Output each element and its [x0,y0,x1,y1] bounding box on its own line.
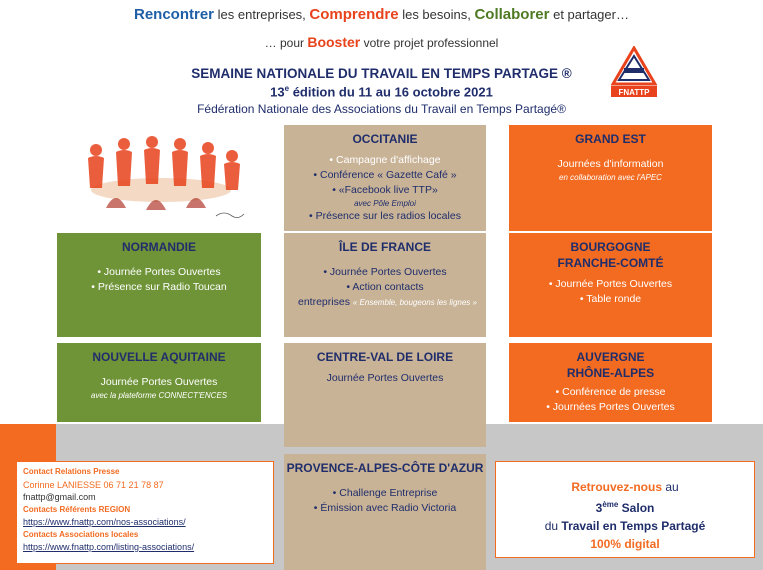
region-auvergne-rhone-alpes [509,343,712,422]
region-title: PROVENCE-ALPES-CÔTE D'AZUR [286,461,484,475]
salon-text: au [662,480,679,494]
region-title: AUVERGNE [576,350,645,364]
tagline [0,6,763,23]
region-normandie [57,233,261,337]
tagline-word-collaborer: Collaborer [474,6,550,23]
list-item: • Émission avec Radio Victoria [313,502,457,514]
list-item: Journées d'information [557,158,664,170]
list-item: • Journée Portes Ouvertes [97,266,221,278]
list-item: • Conférence « Gazette Café » [313,169,457,181]
region-title: NORMANDIE [122,240,196,254]
list-item-wrap [284,295,486,310]
edition-text: édition du 11 au 16 octobre 2021 [289,84,493,100]
region-centre-val-de-loire [284,343,486,447]
tagline-text: votre projet professionnel [360,36,499,50]
tagline-text: … pour [264,36,308,50]
tagline-word-booster: Booster [307,34,361,50]
region-bourgogne-franche-comte [509,233,712,337]
list-item: • Journée Portes Ouvertes [323,266,447,278]
region-occitanie [284,125,486,231]
list-item: • Journées Portes Ouvertes [546,401,675,413]
list-item: • Action contacts [346,281,424,293]
salon-number: 3 [595,501,603,515]
contacts-locales-label: Contacts Associations locales [23,529,139,539]
region-grand-est [509,125,712,231]
region-title: OCCITANIE [352,132,418,146]
region-title: FRANCHE-COMTÉ [557,256,664,270]
region-title: CENTRE-VAL DE LOIRE [316,350,454,364]
list-item: • Challenge Entreprise [332,487,438,499]
salon-line-2 [496,496,754,517]
tagline-text: les besoins, [398,7,475,22]
list-item-note: en collaboration avec l'APEC [559,173,662,182]
region-ile-de-france [284,233,486,337]
list-item-note: avec la plateforme CONNECT'ENCES [90,391,228,400]
salon-text: Travail en Temps Partagé [561,519,706,533]
list-item: • Table ronde [579,293,642,305]
list-item: • Présence sur les radios locales [309,210,461,222]
salon-line-3 [496,517,754,535]
salon-sup: ème [602,500,619,509]
illustration-people-at-table [66,128,256,224]
region-items [57,375,261,401]
edition-dates [60,84,703,99]
region-items [509,385,712,415]
list-item: entreprises [298,296,350,308]
contacts-region-label: Contacts Référents REGION [23,504,131,514]
tagline-text: et partager… [549,7,629,22]
contacts-press-email[interactable]: fnattp@gmail.com [23,492,96,502]
region-items [284,371,486,386]
page-title: SEMAINE NATIONALE DU TRAVAIL EN TEMPS PARTAGE ® [191,66,572,81]
salon-highlight: Retrouvez-nous [571,480,662,494]
region-nouvelle-aquitaine [57,343,261,422]
contacts-region-link[interactable]: https://www.fnattp.com/nos-associations/ [23,517,186,527]
logo-text: FNATTP [618,88,650,97]
list-item: Journée Portes Ouvertes [326,372,444,384]
list-item: • «Facebook live TTP» [332,184,438,196]
contacts-press-name: Corinne LANIESSE 06 71 21 78 87 [23,479,164,490]
region-title: RHÔNE-ALPES [566,366,655,380]
contacts-box [16,461,274,564]
tagline-word-comprendre: Comprendre [309,6,399,23]
list-item-note: avec Pôle Emploi [354,199,416,208]
region-title: NOUVELLE AQUITAINE [92,350,226,364]
region-items [509,277,712,307]
fnattp-logo [611,46,657,98]
list-item: • Campagne d'affichage [329,154,441,166]
salon-text: Salon [618,501,655,515]
region-title: BOURGOGNE [570,240,651,254]
region-items [284,486,486,516]
region-items [284,153,486,224]
list-item: Journée Portes Ouvertes [100,376,218,388]
contacts-locales-link[interactable]: https://www.fnattp.com/listing-associations/ [23,542,195,552]
salon-line-4: 100% digital [590,537,660,551]
region-items [284,265,486,310]
region-title: GRAND EST [575,132,646,146]
region-title: ÎLE DE FRANCE [338,240,431,254]
federation-name: Fédération Nationale des Associations du Travail en Temps Partagé® [197,102,566,116]
salon-box [495,461,755,558]
region-items [57,265,261,295]
salon-text: du [544,519,562,533]
contacts-press-label: Contact Relations Presse [23,467,120,476]
salon-line-1 [496,478,754,496]
list-item-note: « Ensemble, bougeons les lignes » [352,298,477,307]
region-paca [284,454,486,570]
tagline-text: les entreprises, [214,7,310,22]
edition-sup: e [284,84,290,93]
tagline-word-rencontrer: Rencontrer [134,6,215,23]
edition-number: 13 [270,84,285,100]
region-items [509,157,712,183]
list-item: • Présence sur Radio Toucan [91,281,227,293]
list-item: • Conférence de presse [555,386,666,398]
list-item: • Journée Portes Ouvertes [548,278,673,290]
